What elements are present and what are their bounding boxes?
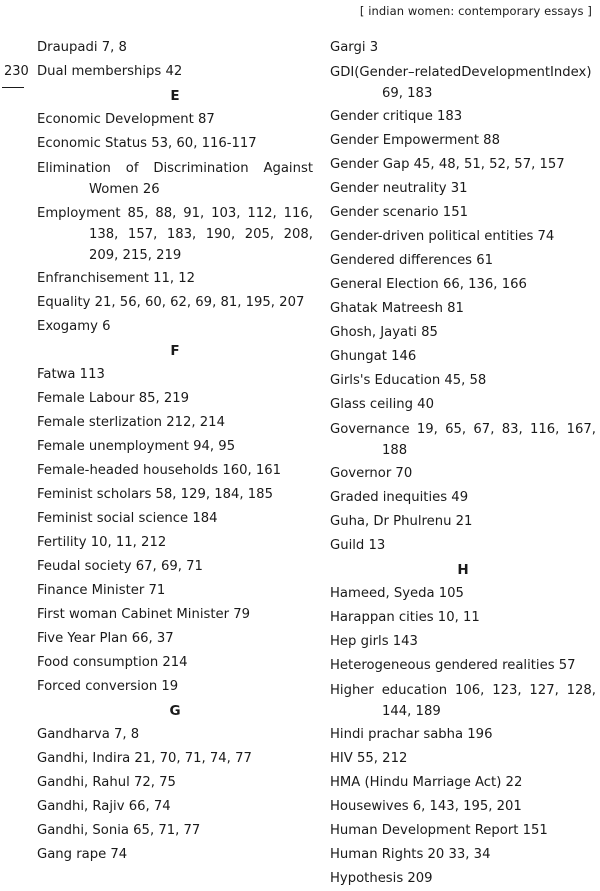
index-entry: Hindi prachar sabha 196 (330, 727, 493, 742)
index-column-left (37, 36, 313, 867)
index-entry: GDI(Gender–relatedDevelopmentIndex) 69, 183 (330, 65, 592, 101)
index-entry: Glass ceiling 40 (330, 397, 434, 412)
index-entry: Gargi 3 (330, 40, 379, 55)
index-entry: Gender Empowerment 88 (330, 133, 500, 148)
index-entry: Gandhi, Rajiv 66, 74 (37, 799, 171, 814)
index-entry: Finance Minister 71 (37, 583, 166, 598)
index-entry: Heterogeneous gendered realities 57 (330, 658, 576, 673)
index-entry: Female Labour 85, 219 (37, 391, 190, 406)
index-entry: HIV 55, 212 (330, 751, 408, 766)
index-entry: Gandharva 7, 8 (37, 727, 140, 742)
index-entry: Dual memberships 42 (37, 64, 183, 79)
index-entry: Fatwa 113 (37, 367, 105, 382)
section-letter: F (170, 343, 180, 359)
index-entry: Female-headed households 160, 161 (37, 463, 282, 478)
page-number-rule (2, 87, 24, 88)
index-entry: Fertility 10, 11, 212 (37, 535, 167, 550)
index-entry: Draupadi 7, 8 (37, 40, 127, 55)
index-entry: Feminist social science 184 (37, 511, 218, 526)
index-entry: Hameed, Syeda 105 (330, 586, 464, 601)
index-entry: Ghatak Matreesh 81 (330, 301, 464, 316)
section-letter: G (169, 703, 181, 719)
index-entry: Higher education 106, 123, 127, 128, 144, 189 (330, 683, 596, 719)
index-entry: Governor 70 (330, 466, 413, 481)
index-entry: Enfranchisement 11, 12 (37, 271, 196, 286)
index-entry: Gendered differences 61 (330, 253, 494, 268)
index-entry: Feudal society 67, 69, 71 (37, 559, 203, 574)
index-entry: Human Rights 20 33, 34 (330, 847, 491, 862)
section-letter: E (170, 88, 180, 104)
index-entry: Employment 85, 88, 91, 103, 112, 116, 138, 157, 183, 190, 205, 208, 209, 215, 219 (37, 206, 313, 263)
index-entry: Gandhi, Sonia 65, 71, 77 (37, 823, 201, 838)
index-entry: Five Year Plan 66, 37 (37, 631, 174, 646)
page-number: 230 (4, 64, 29, 79)
index-entry: Economic Status 53, 60, 116-117 (37, 136, 257, 151)
index-entry: Food consumption 214 (37, 655, 188, 670)
index-entry: Equality 21, 56, 60, 62, 69, 81, 195, 207 (37, 295, 305, 310)
index-entry: Gandhi, Rahul 72, 75 (37, 775, 176, 790)
running-head: [ indian women: contemporary essays ] (359, 4, 592, 18)
index-entry: Ghosh, Jayati 85 (330, 325, 438, 340)
index-entry: Guild 13 (330, 538, 386, 553)
index-entry: Feminist scholars 58, 129, 184, 185 (37, 487, 273, 502)
index-entry: Elimination of Discrimination Against Women 26 (37, 161, 313, 197)
index-entry: Gender Gap 45, 48, 51, 52, 57, 157 (330, 157, 565, 172)
index-entry: Female unemployment 94, 95 (37, 439, 236, 454)
index-entry: Ghungat 146 (330, 349, 417, 364)
index-column-right (330, 36, 596, 891)
index-entry: Human Development Report 151 (330, 823, 548, 838)
index-entry: Gang rape 74 (37, 847, 128, 862)
index-entry: Gender-driven political entities 74 (330, 229, 555, 244)
index-entry: Female sterlization 212, 214 (37, 415, 225, 430)
index-entry: Harappan cities 10, 11 (330, 610, 480, 625)
index-entry: Forced conversion 19 (37, 679, 179, 694)
index-entry: Girls's Education 45, 58 (330, 373, 487, 388)
index-entry: Governance 19, 65, 67, 83, 116, 167, 188 (330, 422, 596, 458)
index-entry: Housewives 6, 143, 195, 201 (330, 799, 522, 814)
index-entry: Hep girls 143 (330, 634, 418, 649)
index-entry: Economic Development 87 (37, 112, 215, 127)
section-letter: H (457, 562, 469, 578)
index-entry: Gender scenario 151 (330, 205, 468, 220)
index-entry: Gender neutrality 31 (330, 181, 468, 196)
index-entry: Hypothesis 209 (330, 871, 433, 886)
index-entry: Exogamy 6 (37, 319, 111, 334)
index-entry: Guha, Dr Phulrenu 21 (330, 514, 473, 529)
index-entry: Gender critique 183 (330, 109, 463, 124)
index-entry: General Election 66, 136, 166 (330, 277, 527, 292)
index-entry: First woman Cabinet Minister 79 (37, 607, 251, 622)
index-entry: Gandhi, Indira 21, 70, 71, 74, 77 (37, 751, 252, 766)
index-entry: Graded inequities 49 (330, 490, 469, 505)
index-entry: HMA (Hindu Marriage Act) 22 (330, 775, 523, 790)
